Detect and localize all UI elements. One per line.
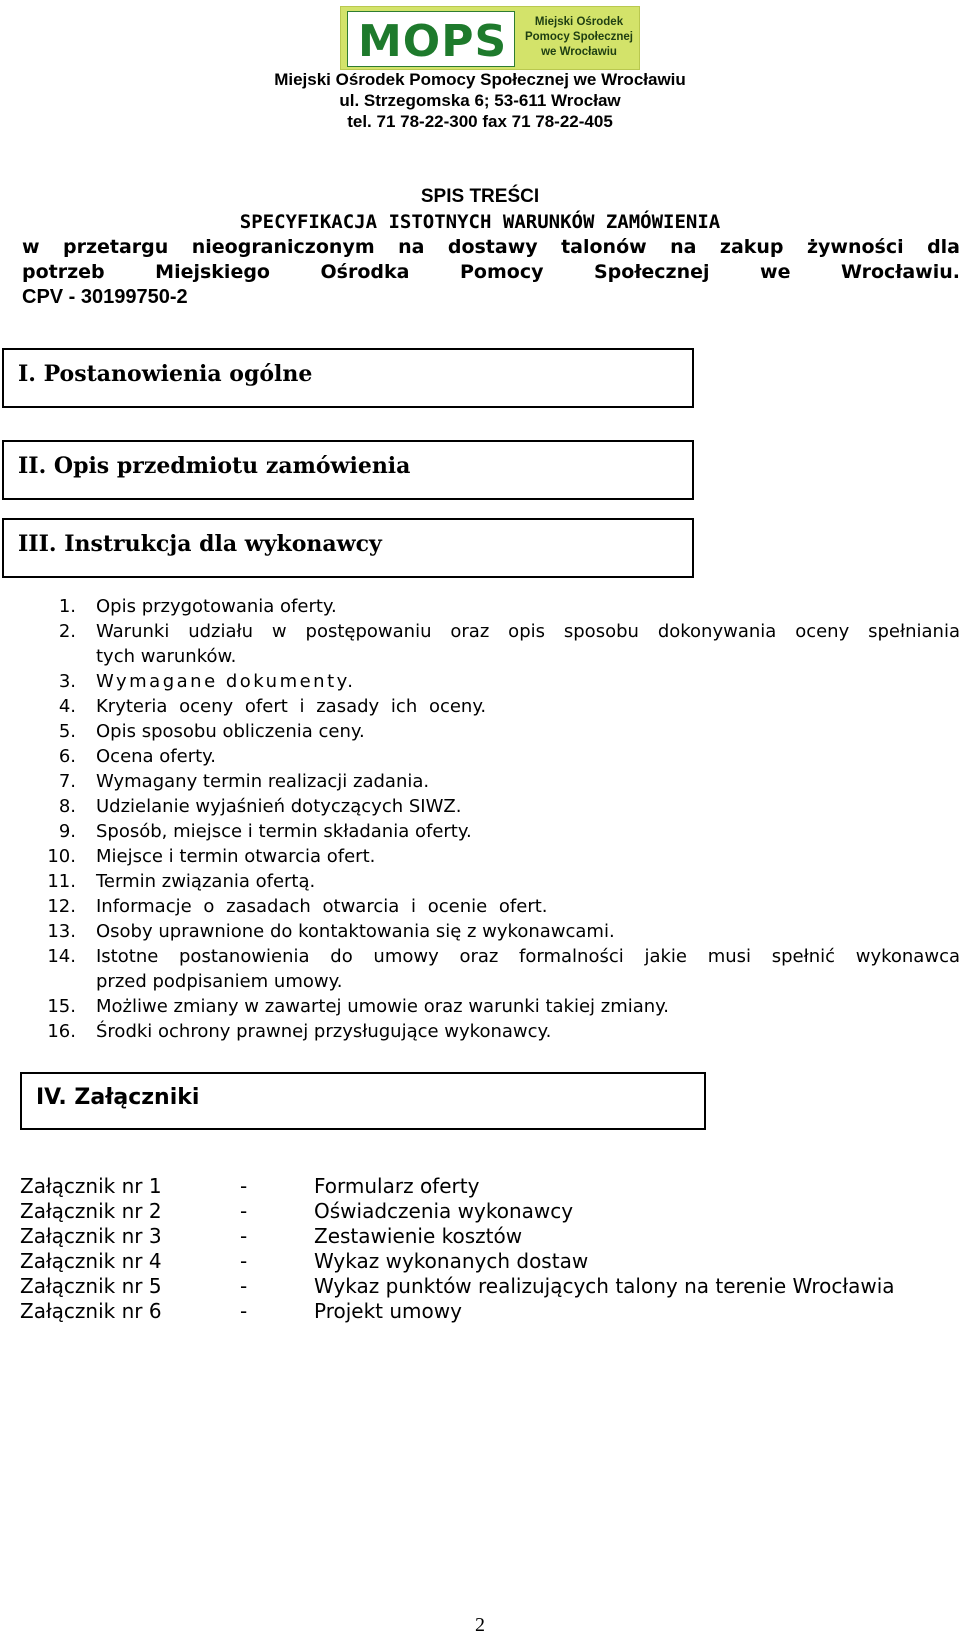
attachment-desc: Oświadczenia wykonawcy (314, 1199, 574, 1223)
toc-item (20, 869, 960, 894)
subject-word: w (22, 236, 40, 258)
toc-item (20, 894, 960, 919)
attachment-desc: Projekt umowy (314, 1299, 462, 1323)
toc-label: Możliwe zmiany w zawartej umowie oraz warunki takiej zmiany. (96, 996, 669, 1017)
mops-logo (340, 6, 640, 70)
toc-label: Osoby uprawnione do kontaktowania się z wykonawcami. (96, 921, 615, 942)
toc-item (20, 994, 960, 1019)
attachment-dash: - (240, 1249, 248, 1273)
toc-label: Wymagany termin realizacji zadania. (96, 771, 430, 792)
subject-word: Ośrodka (320, 261, 410, 283)
toc-number: 2. (58, 621, 76, 642)
toc-number: 15. (47, 996, 76, 1017)
toc-number: 12. (47, 896, 76, 917)
toc-item (20, 844, 960, 869)
toc-label: Miejsce i termin otwarcia ofert. (96, 846, 376, 867)
toc-number: 11. (47, 871, 76, 892)
toc-item (20, 744, 960, 769)
attachment-desc: Formularz oferty (314, 1174, 480, 1198)
attachment-dash: - (240, 1199, 248, 1223)
page-number: 2 (475, 1614, 485, 1636)
logo-mark (347, 11, 515, 67)
toc-item (20, 619, 960, 644)
toc-label: Ocena oferty. (96, 746, 216, 767)
toc-label: Warunki udziału w postępowaniu oraz opis sposobu dokonywania oceny spełniania (96, 621, 960, 642)
toc-number: 9. (58, 821, 76, 842)
subject-word: we (760, 261, 791, 283)
subject-word: zakup (719, 236, 784, 258)
toc-number: 4. (58, 696, 76, 717)
subject-word: Wrocławiu. (841, 261, 960, 283)
attachment-desc: Zestawienie kosztów (314, 1224, 523, 1248)
attachment-desc: Wykaz wykonanych dostaw (314, 1249, 589, 1273)
toc-label: Informacje o zasadach otwarcia i ocenie ofert. (96, 896, 548, 917)
toc-number: 8. (58, 796, 76, 817)
attachment-name: Załącznik nr 6 (20, 1299, 162, 1323)
logo-letters: MOPS (358, 16, 508, 67)
logo-side-line: Miejski Ośrodek (534, 16, 624, 28)
toc-item (20, 794, 960, 819)
subject-word: Społecznej (593, 261, 710, 283)
attachment-dash: - (240, 1299, 248, 1323)
toc-label: Sposób, miejsce i termin składania oferty. (96, 821, 472, 842)
subject-line-2 (22, 259, 960, 285)
org-phone: tel. 71 78-22-300 fax 71 78-22-405 (347, 112, 613, 131)
section-box-1 (2, 348, 694, 408)
toc-number: 13. (47, 921, 76, 942)
toc-heading: SPIS TREŚCI (420, 186, 540, 207)
attachment-name: Załącznik nr 3 (20, 1224, 162, 1248)
toc-number: 10. (47, 846, 76, 867)
org-address: ul. Strzegomska 6; 53-611 Wrocław (339, 91, 621, 110)
logo-side-line: Pomocy Społecznej (524, 31, 633, 43)
siwz-title: SPECYFIKACJA ISTOTNYCH WARUNKÓW ZAMÓWIENIA (239, 211, 721, 233)
toc-number: 14. (47, 946, 76, 967)
section-title-4: IV. Załączniki (36, 1085, 200, 1110)
subject-word: na (670, 236, 697, 258)
subject-line-1 (22, 234, 960, 260)
toc-number: 6. (58, 746, 76, 767)
toc-label: Termin związania ofertą. (96, 871, 316, 892)
subject-word: potrzeb (22, 261, 105, 283)
section-box-3 (2, 518, 694, 578)
org-name: Miejski Ośrodek Pomocy Społecznej we Wrocławiu (274, 70, 686, 89)
toc-label: Wymagane dokumenty. (96, 671, 356, 692)
section-box-2 (2, 440, 694, 500)
subject-word: dostawy (447, 236, 538, 258)
attachment-name: Załącznik nr 4 (20, 1249, 162, 1273)
section-box-4 (20, 1072, 706, 1130)
toc-item (20, 594, 960, 619)
toc-label: Środki ochrony prawnej przysługujące wykonawcy. (96, 1021, 552, 1042)
toc-item (20, 694, 960, 719)
attachment-name: Załącznik nr 5 (20, 1274, 162, 1298)
toc-label: Istotne postanowienia do umowy oraz formalności jakie musi spełnić wykonawca (96, 946, 960, 967)
toc-item (20, 1019, 960, 1044)
subject-word: przetargu (62, 236, 169, 258)
subject-word: nieograniczonym (191, 236, 375, 258)
subject-word: Pomocy (459, 261, 544, 283)
logo-side-line: we Wrocławiu (541, 46, 617, 58)
attachment-dash: - (240, 1274, 248, 1298)
toc-number: 1. (58, 596, 76, 617)
section-title-2: II. Opis przedmiotu zamówienia (18, 453, 411, 479)
toc-item (20, 919, 960, 944)
toc-number: 5. (58, 721, 76, 742)
section-title-1: I. Postanowienia ogólne (18, 361, 313, 387)
attachment-dash: - (240, 1174, 248, 1198)
toc-item (20, 819, 960, 844)
toc-label-continued: przed podpisaniem umowy. (96, 971, 343, 992)
subject-word: talonów (561, 236, 647, 258)
subject-word: na (398, 236, 425, 258)
toc-number: 7. (58, 771, 76, 792)
logo-side-text (521, 15, 637, 60)
toc-item (20, 719, 960, 744)
toc-label: Udzielanie wyjaśnień dotyczących SIWZ. (96, 796, 462, 817)
cpv-code: CPV - 30199750-2 (22, 286, 188, 308)
toc-label: Kryteria oceny ofert i zasady ich oceny. (96, 696, 487, 717)
attachment-name: Załącznik nr 1 (20, 1174, 162, 1198)
subject-word: Miejskiego (155, 261, 270, 283)
toc-item (20, 769, 960, 794)
toc-number: 16. (47, 1021, 76, 1042)
subject-word: dla (927, 236, 960, 258)
attachment-dash: - (240, 1224, 248, 1248)
toc-label-continued: tych warunków. (96, 646, 237, 667)
toc-label: Opis przygotowania oferty. (96, 596, 337, 617)
toc-item (20, 944, 960, 969)
subject-word: żywności (806, 236, 904, 258)
toc-label: Opis sposobu obliczenia ceny. (96, 721, 365, 742)
toc-item (20, 669, 960, 694)
attachment-name: Załącznik nr 2 (20, 1199, 162, 1223)
section-title-3: III. Instrukcja dla wykonawcy (18, 531, 382, 557)
toc-number: 3. (58, 671, 76, 692)
attachment-desc: Wykaz punktów realizujących talony na terenie Wrocławia (314, 1274, 895, 1298)
